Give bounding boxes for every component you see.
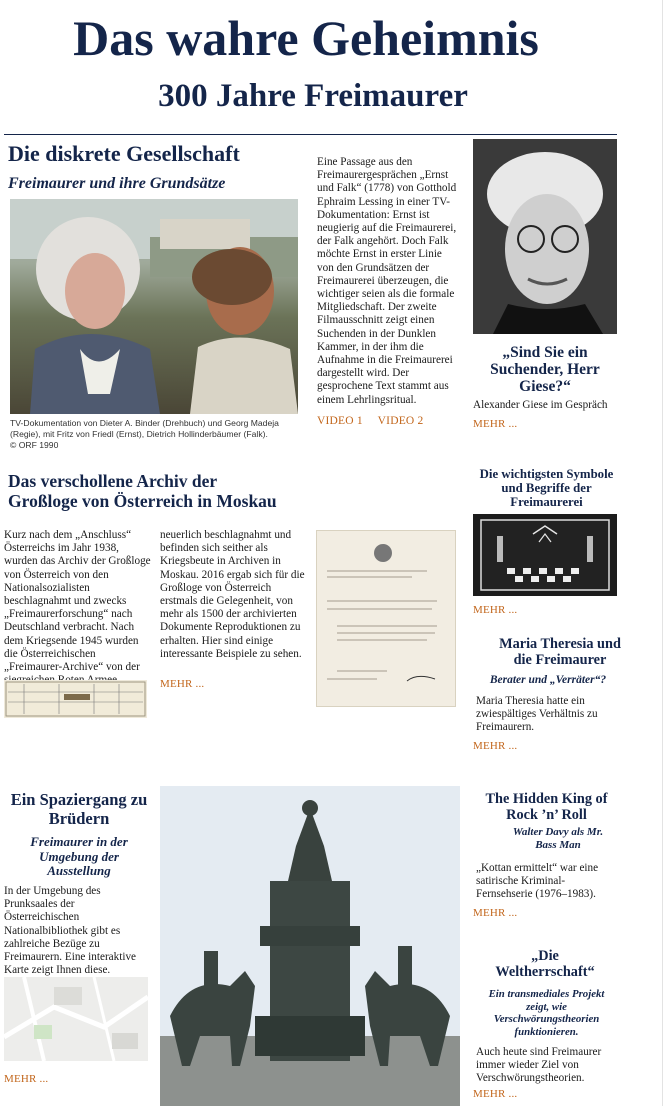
maria-theresia-monument-image[interactable]	[160, 786, 460, 1106]
section1-description: Eine Passage aus den Freimaurergesprächen „Ernst und Falk“ (1778) von Gotthold Ephraim Lessing in einer TV-Dokumentation: Ernst ist neugierig auf die Freimaurerei, der Falk angehört. Doch Falk möchte Ernst in erster Linie von den Grundsätzen der Freimaurerei überzeugen, die wichtiger seien als die formale Mitgliedschaft. Der zweite Filmausschnitt zeigt einen Suchenden in der Dunklen Kammer, in der ihm die Aufnahme in die Freimaurerei dargestellt wird. Der gesprochene Text stammt aus einem Lehrlingsritual.	[317, 156, 457, 406]
theresia-title[interactable]: Maria Theresia und die Freimaurer	[499, 636, 621, 668]
letter-illustration	[317, 531, 455, 706]
theresia-more-link[interactable]: MEHR ...	[473, 740, 518, 752]
archiv-text-col1: Kurz nach dem „Anschluss“ Österreichs im Jahr 1938, wurden das Archiv der Großloge von Österreich von den Nationalsozialisten beschlagnahmt und zwecks „Freimaurerforschung“ nach Deutschland verbracht. Nach dem Kriegsende 1945 wurden die Österreichischen „Freimaurer-Archive“ von der	[4, 529, 151, 674]
caption-line-3: © ORF 1990	[10, 440, 59, 450]
video-caption	[10, 418, 310, 451]
hidden-king-subtitle: Walter Davy als Mr. Bass Man	[512, 826, 604, 851]
hidden-king-more-link[interactable]: MEHR ...	[473, 907, 518, 919]
spaziergang-text: In der Umgebung des Prunksaales der Österreichischen Nationalbibliothek gibt es zahlreiche Bezüge zu Freimaurern. Eine interaktive Karte zeigt Ihnen diese.	[4, 885, 137, 977]
archiv-document-card-image[interactable]	[4, 680, 147, 718]
map-illustration	[4, 977, 148, 1061]
symbole-more-link[interactable]: MEHR ...	[473, 604, 518, 616]
right-edge-line	[662, 0, 663, 1106]
archiv-title-line-2: Großloge von Österreich in Moskau	[8, 491, 277, 511]
theresia-text: Maria Theresia hatte ein zwiespältiges Verhältnis zu Freimaurern.	[476, 695, 598, 734]
hidden-king-text: „Kottan ermittelt“ war eine satirische Kriminal-Fernsehserie (1976–1983).	[476, 862, 599, 901]
monument-illustration	[160, 786, 460, 1106]
interactive-map-image[interactable]	[4, 977, 148, 1061]
archiv-title[interactable]	[8, 471, 328, 511]
symbole-title[interactable]: Die wichtigsten Symbole und Begriffe der Freimaurerei	[479, 467, 614, 509]
weltherrschaft-text: Auch heute sind Freimaurer immer wieder Ziel von Verschwörungstheorien.	[476, 1046, 602, 1085]
portrait-illustration	[473, 139, 617, 334]
video-links	[317, 415, 467, 427]
document-card-illustration	[4, 680, 147, 718]
archiv-more-link[interactable]: MEHR ...	[160, 678, 205, 690]
spaziergang-more-link[interactable]: MEHR ...	[4, 1073, 49, 1085]
caption-line-2: (Regie), mit Fritz von Friedl (Ernst), Dietrich Hollinderbäumer (Falk).	[10, 429, 268, 439]
caption-line-1: TV-Dokumentation von Dieter A. Binder (Drehbuch) und Georg Madeja	[10, 418, 279, 428]
site-header	[0, 0, 665, 135]
giese-title[interactable]: „Sind Sie ein Suchender, Herr Giese?“	[490, 344, 600, 395]
video-still-image[interactable]	[10, 199, 298, 414]
weltherrschaft-title[interactable]: „Die Weltherrschaft“	[495, 948, 595, 980]
hidden-king-title[interactable]: The Hidden King of Rock ’n’ Roll	[485, 791, 608, 823]
section-title-diskrete-gesellschaft[interactable]: Die diskrete Gesellschaft	[8, 141, 240, 166]
symbols-illustration	[473, 514, 617, 596]
giese-more-link[interactable]: MEHR ...	[473, 418, 518, 430]
spaziergang-subtitle: Freimaurer in der Umgebung der Ausstellung	[30, 834, 128, 878]
header-divider	[4, 134, 617, 135]
video-1-link[interactable]: VIDEO 1	[317, 415, 363, 427]
weltherrschaft-more-link[interactable]: MEHR ...	[473, 1088, 518, 1100]
page-title: Das wahre Geheimnis	[73, 10, 539, 66]
section-subtitle-grundsaetze: Freimaurer und ihre Grundsätze	[8, 175, 226, 192]
archiv-title-line-1: Das verschollene Archiv der	[8, 471, 218, 491]
giese-text: Alexander Giese im Gespräch	[473, 399, 608, 411]
archiv-text-col2: neuerlich beschlagnahmt und befinden sich seither als Kriegsbeute in Archiven in Moskau. 2016 ergab sich für die Großloge von Österreich erstmals die Gelegenheit, von mehr als 1500 der archivierten Dokumente Reproduktionen zu erhalten. Hier sind einige interessante Beispiele zu sehen.	[160, 529, 305, 660]
spaziergang-title[interactable]: Ein Spaziergang zu Brüdern	[10, 790, 148, 828]
archiv-letter-image[interactable]	[316, 530, 456, 707]
page-subtitle: 300 Jahre Freimaurer	[158, 78, 468, 114]
weltherrschaft-subtitle: Ein transmediales Projekt zeigt, wie Verschwörungstheorien funktionieren.	[488, 988, 605, 1038]
giese-portrait-image[interactable]	[473, 139, 617, 334]
theresia-subtitle: Berater und „Verräter“?	[489, 674, 607, 686]
symbole-image[interactable]	[473, 514, 617, 596]
video-2-link[interactable]: VIDEO 2	[377, 415, 424, 427]
video-still-illustration	[10, 199, 298, 414]
